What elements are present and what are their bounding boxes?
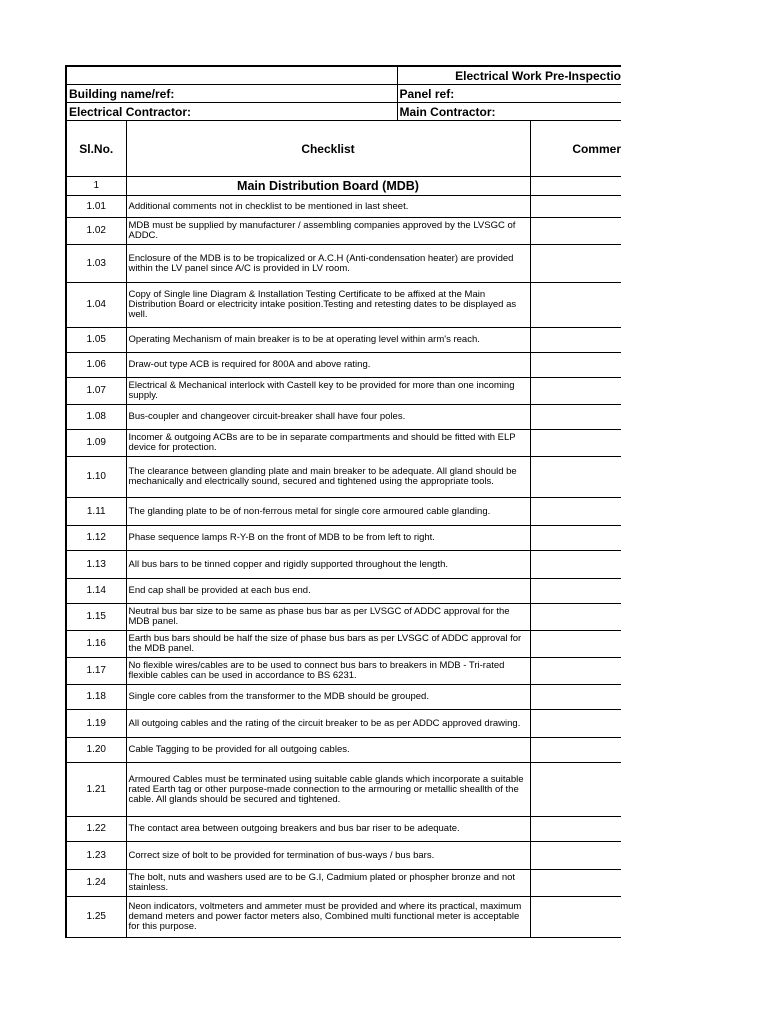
checklist-row xyxy=(66,245,621,283)
checklist-row xyxy=(66,817,621,842)
item-comment-cell[interactable] xyxy=(530,604,621,631)
section-title: Main Distribution Board (MDB) xyxy=(126,177,530,196)
item-comment-cell[interactable] xyxy=(530,817,621,842)
building-name-field[interactable]: Building name/ref: xyxy=(66,85,397,103)
item-number: 1.21 xyxy=(66,763,126,817)
item-text: Incomer & outgoing ACBs are to be in separate compartments and should be fitted with ELP device for protection. xyxy=(126,430,530,457)
item-comment-cell[interactable] xyxy=(530,579,621,604)
checklist-row xyxy=(66,631,621,658)
item-number: 1.08 xyxy=(66,405,126,430)
item-number: 1.16 xyxy=(66,631,126,658)
checklist-row xyxy=(66,498,621,526)
main-contractor-field[interactable]: Main Contractor: xyxy=(397,103,621,121)
sheet-title-text: Electrical Work Pre-Inspectio xyxy=(455,68,621,83)
item-comment-cell[interactable] xyxy=(530,283,621,328)
electrical-contractor-field[interactable]: Electrical Contractor: xyxy=(66,103,397,121)
item-text: Neutral bus bar size to be same as phase bus bar as per LVSGC of ADDC approval for the MDB panel. xyxy=(126,604,530,631)
checklist-row xyxy=(66,685,621,710)
item-comment-cell[interactable] xyxy=(530,218,621,245)
checklist-row xyxy=(66,604,621,631)
item-text: The glanding plate to be of non-ferrous metal for single core armoured cable glanding. xyxy=(126,498,530,526)
item-text: Single core cables from the transformer to the MDB should be grouped. xyxy=(126,685,530,710)
item-text: Electrical & Mechanical interlock with Castell key to be provided for more than one incoming supply. xyxy=(126,378,530,405)
item-text: The clearance between glanding plate and main breaker to be adequate. All gland should be mechanically and electrically sound, secured and tightened using the appropriate tools. xyxy=(126,457,530,498)
building-row xyxy=(66,85,621,103)
checklist-row xyxy=(66,658,621,685)
item-text: Cable Tagging to be provided for all outgoing cables. xyxy=(126,738,530,763)
checklist-row xyxy=(66,430,621,457)
item-number: 1.24 xyxy=(66,870,126,897)
item-text: Phase sequence lamps R-Y-B on the front of MDB to be from left to right. xyxy=(126,526,530,551)
sl-no-header: Sl.No. xyxy=(66,121,126,177)
item-comment-cell[interactable] xyxy=(530,328,621,353)
checklist-row xyxy=(66,738,621,763)
item-comment-cell[interactable] xyxy=(530,870,621,897)
item-number: 1.20 xyxy=(66,738,126,763)
item-number: 1.25 xyxy=(66,897,126,938)
item-text: Additional comments not in checklist to be mentioned in last sheet. xyxy=(126,196,530,218)
item-number: 1.10 xyxy=(66,457,126,498)
item-comment-cell[interactable] xyxy=(530,196,621,218)
item-text: All bus bars to be tinned copper and rigidly supported throughout the length. xyxy=(126,551,530,579)
checklist-row xyxy=(66,870,621,897)
checklist-row xyxy=(66,763,621,817)
checklist-row xyxy=(66,353,621,378)
item-number: 1.09 xyxy=(66,430,126,457)
comments-header xyxy=(530,121,621,177)
item-comment-cell[interactable] xyxy=(530,738,621,763)
item-text: Earth bus bars should be half the size of phase bus bars as per LVSGC of ADDC approval for the MDB panel. xyxy=(126,631,530,658)
checklist-table xyxy=(65,65,621,938)
title-row xyxy=(66,66,621,85)
item-text: The contact area between outgoing breakers and bus bar riser to be adequate. xyxy=(126,817,530,842)
item-text: Enclosure of the MDB is to be tropicalized or A.C.H (Anti-condensation heater) are provided within the LV panel since A/C is provided in LV room. xyxy=(126,245,530,283)
item-number: 1.15 xyxy=(66,604,126,631)
checklist-row xyxy=(66,526,621,551)
item-number: 1.11 xyxy=(66,498,126,526)
item-text: Bus-coupler and changeover circuit-breaker shall have four poles. xyxy=(126,405,530,430)
item-text: All outgoing cables and the rating of the circuit breaker to be as per ADDC approved drawing. xyxy=(126,710,530,738)
item-comment-cell[interactable] xyxy=(530,353,621,378)
item-text: Correct size of bolt to be provided for termination of bus-ways / bus bars. xyxy=(126,842,530,870)
item-comment-cell[interactable] xyxy=(530,710,621,738)
checklist-row xyxy=(66,405,621,430)
item-comment-cell[interactable] xyxy=(530,245,621,283)
title-spacer xyxy=(66,66,397,85)
item-number: 1.07 xyxy=(66,378,126,405)
item-comment-cell[interactable] xyxy=(530,405,621,430)
comments-header-text: Commer xyxy=(572,141,621,156)
item-number: 1.23 xyxy=(66,842,126,870)
item-number: 1.22 xyxy=(66,817,126,842)
checklist-row xyxy=(66,328,621,353)
item-number: 1.18 xyxy=(66,685,126,710)
item-number: 1.13 xyxy=(66,551,126,579)
item-number: 1.01 xyxy=(66,196,126,218)
item-comment-cell[interactable] xyxy=(530,842,621,870)
item-text: MDB must be supplied by manufacturer / assembling companies approved by the LVSGC of ADDC. xyxy=(126,218,530,245)
item-comment-cell[interactable] xyxy=(530,897,621,938)
item-text: No flexible wires/cables are to be used to connect bus bars to breakers in MDB - Tri-rated flexible cables can be used in accordance to BS 6231. xyxy=(126,658,530,685)
checklist-row xyxy=(66,710,621,738)
item-text: Draw-out type ACB is required for 800A and above rating. xyxy=(126,353,530,378)
item-comment-cell[interactable] xyxy=(530,551,621,579)
checklist-row xyxy=(66,579,621,604)
item-comment-cell[interactable] xyxy=(530,457,621,498)
header-row xyxy=(66,121,621,177)
item-comment-cell[interactable] xyxy=(530,658,621,685)
contractor-row xyxy=(66,103,621,121)
checklist-row xyxy=(66,842,621,870)
item-number: 1.03 xyxy=(66,245,126,283)
item-number: 1.02 xyxy=(66,218,126,245)
item-comment-cell[interactable] xyxy=(530,631,621,658)
item-text: Operating Mechanism of main breaker is to be at operating level within arm's reach. xyxy=(126,328,530,353)
item-text: End cap shall be provided at each bus end. xyxy=(126,579,530,604)
checklist-row xyxy=(66,196,621,218)
checklist-row xyxy=(66,283,621,328)
item-number: 1.04 xyxy=(66,283,126,328)
section-number: 1 xyxy=(66,177,126,196)
inspection-sheet xyxy=(65,65,620,938)
panel-ref-field[interactable]: Panel ref: xyxy=(397,85,621,103)
item-number: 1.17 xyxy=(66,658,126,685)
item-number: 1.05 xyxy=(66,328,126,353)
section-comment-cell[interactable] xyxy=(530,177,621,196)
checklist-header: Checklist xyxy=(126,121,530,177)
item-number: 1.19 xyxy=(66,710,126,738)
item-number: 1.12 xyxy=(66,526,126,551)
item-comment-cell[interactable] xyxy=(530,526,621,551)
item-text: Copy of Single line Diagram & Installation Testing Certificate to be affixed at the Main Distribution Board or electricity intake position.Testing and retesting dates to be displayed as well. xyxy=(126,283,530,328)
item-number: 1.06 xyxy=(66,353,126,378)
item-text: Armoured Cables must be terminated using suitable cable glands which incorporate a suitable rated Earth tag or other purpose-made connection to the armouring or metallic sheallth of the cable. All glands should be secured and tightened. xyxy=(126,763,530,817)
section-row xyxy=(66,177,621,196)
item-number: 1.14 xyxy=(66,579,126,604)
item-comment-cell[interactable] xyxy=(530,685,621,710)
checklist-row xyxy=(66,378,621,405)
checklist-row xyxy=(66,897,621,938)
item-comment-cell[interactable] xyxy=(530,498,621,526)
checklist-row xyxy=(66,551,621,579)
item-comment-cell[interactable] xyxy=(530,763,621,817)
checklist-row xyxy=(66,218,621,245)
item-text: The bolt, nuts and washers used are to be G.I, Cadmium plated or phospher bronze and not stainless. xyxy=(126,870,530,897)
checklist-row xyxy=(66,457,621,498)
item-comment-cell[interactable] xyxy=(530,430,621,457)
item-text: Neon indicators, voltmeters and ammeter must be provided and where its practical, maximum demand meters and power factor meters also, Combined multi functional meter is acceptable for this purpose. xyxy=(126,897,530,938)
sheet-title xyxy=(397,66,621,85)
item-comment-cell[interactable] xyxy=(530,378,621,405)
